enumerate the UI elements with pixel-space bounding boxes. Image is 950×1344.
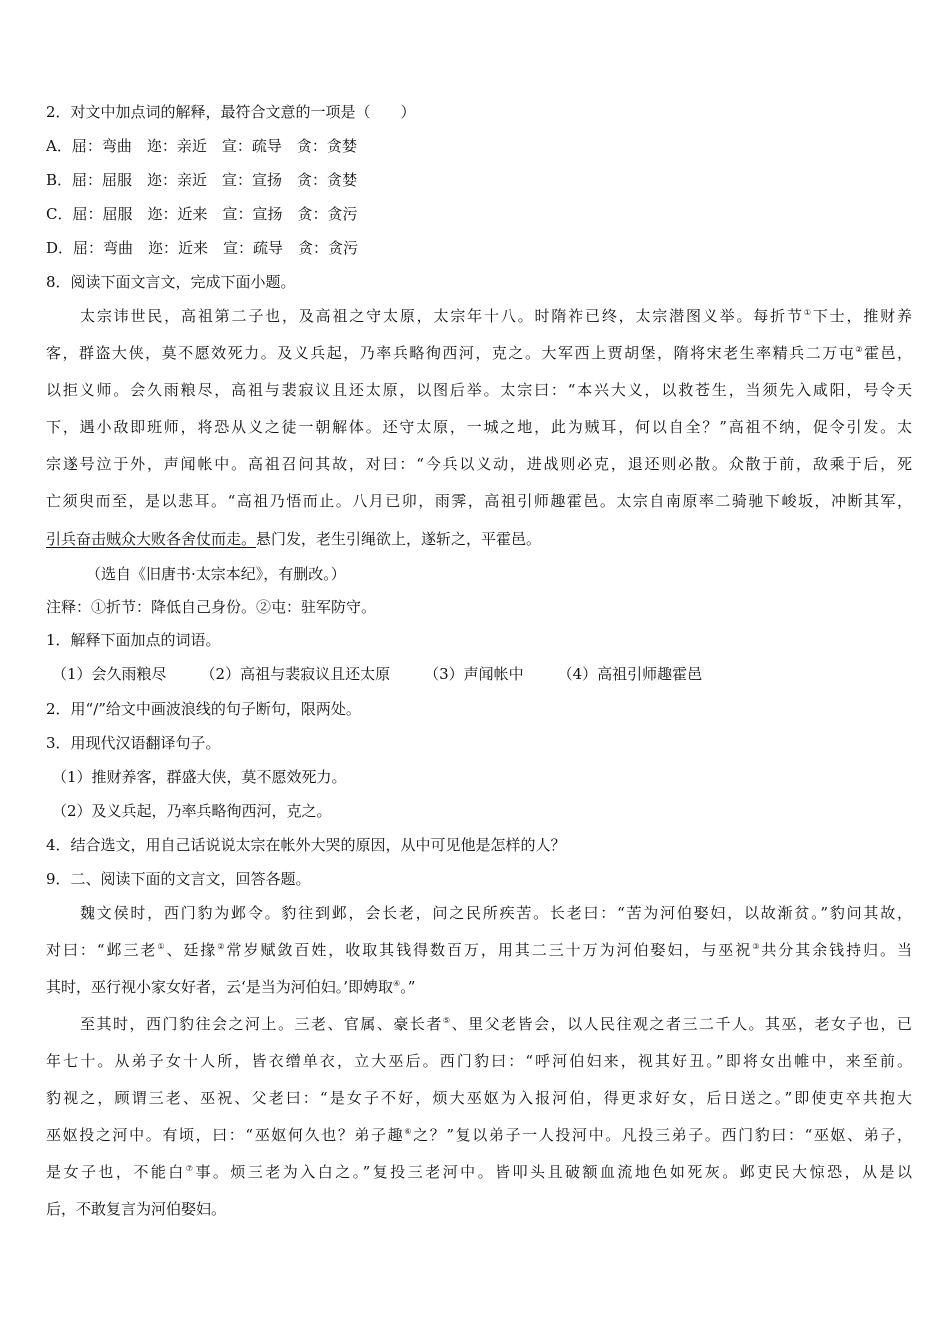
passage-line: 引兵奋击贼众大败各舍仗而走。悬门发，老生引绳欲上，遂斩之，平霍邑。 <box>46 530 542 548</box>
passage-line: 豹视之，顾谓三老、巫祝、父老曰：“是女子不好，烦大巫妪为入报河伯，得更求好女，后日送之。”即使吏卒共抱大 <box>46 1089 912 1107</box>
passage-line: 亡须臾而至，是以悲耳。“高祖乃悟而止。八月已卯，雨霁，高祖引师趣霍邑。太宗自南原率二骑驰下峻坂，冲断其军， <box>46 492 912 510</box>
wavy-underlined-sentence: 引兵奋击贼众大败各舍仗而走。 <box>46 530 257 548</box>
subquestion-3-sentence-2: （2）及义兵起，乃率兵略徇西河，克之。 <box>52 802 332 820</box>
passage-line: 巫妪投之河中。有顷，曰：“巫妪何久也？弟子趣⑥之？”复以弟子一人投河中。凡投三弟子。西门豹曰：“巫妪、弟子， <box>46 1126 912 1144</box>
passage-line: 魏文侯时，西门豹为邺令。豹往到邺，会长老，问之民所疾苦。长老曰：“苦为河伯娶妇，以故渐贫。”豹问其故， <box>80 904 912 922</box>
question-2-option-b: B．屈：屈服 迩：亲近 宣：宣扬 贪：贪婪 <box>46 171 358 189</box>
subquestion-3-stem: 3．用现代汉语翻译句子。 <box>46 734 221 752</box>
passage-line: 是女子也，不能白⑦事。烦三老为入白之。”复投三老河中。皆叩头且破额血流地色如死灰。邺吏民大惊恐，从是以 <box>46 1163 912 1181</box>
question-2-stem: 2．对文中加点词的解释，最符合文意的一项是（ ） <box>46 103 416 121</box>
passage-line: 至其时，西门豹往会之河上。三老、官属、豪长者⑤、里父老皆会，以人民往观之者三二千人。其巫，老女子也，已 <box>80 1015 912 1033</box>
passage-notes: 注释：①折节：降低自己身份。②屯：驻军防守。 <box>46 598 377 616</box>
passage-source: （选自《旧唐书·太宗本纪》，有删改。） <box>86 565 346 583</box>
passage-line: 后，不敢复言为河伯娶妇。 <box>46 1200 227 1218</box>
subquestion-1-items: （1）会久雨粮尽 （2）高祖与裴寂议且还太原 （3）声闻帐中 （4）高祖引师趣霍邑 <box>52 665 703 683</box>
passage-line: 下，遇小敌即班师，将恐从义之徒一朝解体。还守太原，一城之地，此为贼耳，何以自全？”高祖不纳，促令引发。太 <box>46 418 912 436</box>
question-2-option-c: C．屈：屈服 迩：近来 宣：宣扬 贪：贪污 <box>46 205 358 223</box>
question-9-heading: 9．二、阅读下面的文言文，回答各题。 <box>46 870 311 888</box>
subquestion-4: 4．结合选文，用自己话说说太宗在帐外大哭的原因，从中可见他是怎样的人？ <box>46 836 566 854</box>
question-2-option-d: D．屈：弯曲 迩：近来 宣：疏导 贪：贪污 <box>46 239 359 257</box>
passage-line: 以拒义师。会久雨粮尽，高祖与裴寂议且还太原，以图后举。太宗曰：“本兴大义，以救苍生，当须先入咸阳，号令天 <box>46 381 912 399</box>
passage-line: 客，群盗大侠，莫不愿效死力。及义兵起，乃率兵略徇西河，克之。大军西上贾胡堡，隋将宋老生率精兵二万屯②霍邑， <box>46 344 912 362</box>
subquestion-1-stem: 1．解释下面加点的词语。 <box>46 631 221 649</box>
question-8-heading: 8．阅读下面文言文，完成下面小题。 <box>46 273 296 291</box>
subquestion-3-sentence-1: （1）推财养客，群盛大侠，莫不愿效死力。 <box>52 768 347 786</box>
question-2-option-a: A．屈：弯曲 迩：亲近 宣：疏导 贪：贪婪 <box>46 137 357 155</box>
passage-line: 其时，巫行视小家女好者，云‘是当为河伯妇。’即娉取④。” <box>46 978 416 996</box>
passage-line: 太宗讳世民，高祖第二子也，及高祖之守太原，太宗年十八。时隋祚已终，太宗潜图义举。每折节①下士，推财养 <box>80 307 912 325</box>
passage-line: 宗遂号泣于外，声闻帐中。高祖召问其故，对曰：“今兵以义动，进战则必克，退还则必散。众散于前，敌乘于后，死 <box>46 455 912 473</box>
subquestion-2: 2．用“/”给文中画波浪线的句子断句，限两处。 <box>46 700 361 718</box>
passage-line: 对曰：“邺三老①、廷掾②常岁赋敛百姓，收取其钱得数百万，用其二三十万为河伯娶妇，与巫祝③共分其余钱持归。当 <box>46 941 912 959</box>
passage-line: 年七十。从弟子女十人所，皆衣缯单衣，立大巫后。西门豹曰：“呼河伯妇来，视其好丑。”即将女出帷中，来至前。 <box>46 1052 912 1070</box>
